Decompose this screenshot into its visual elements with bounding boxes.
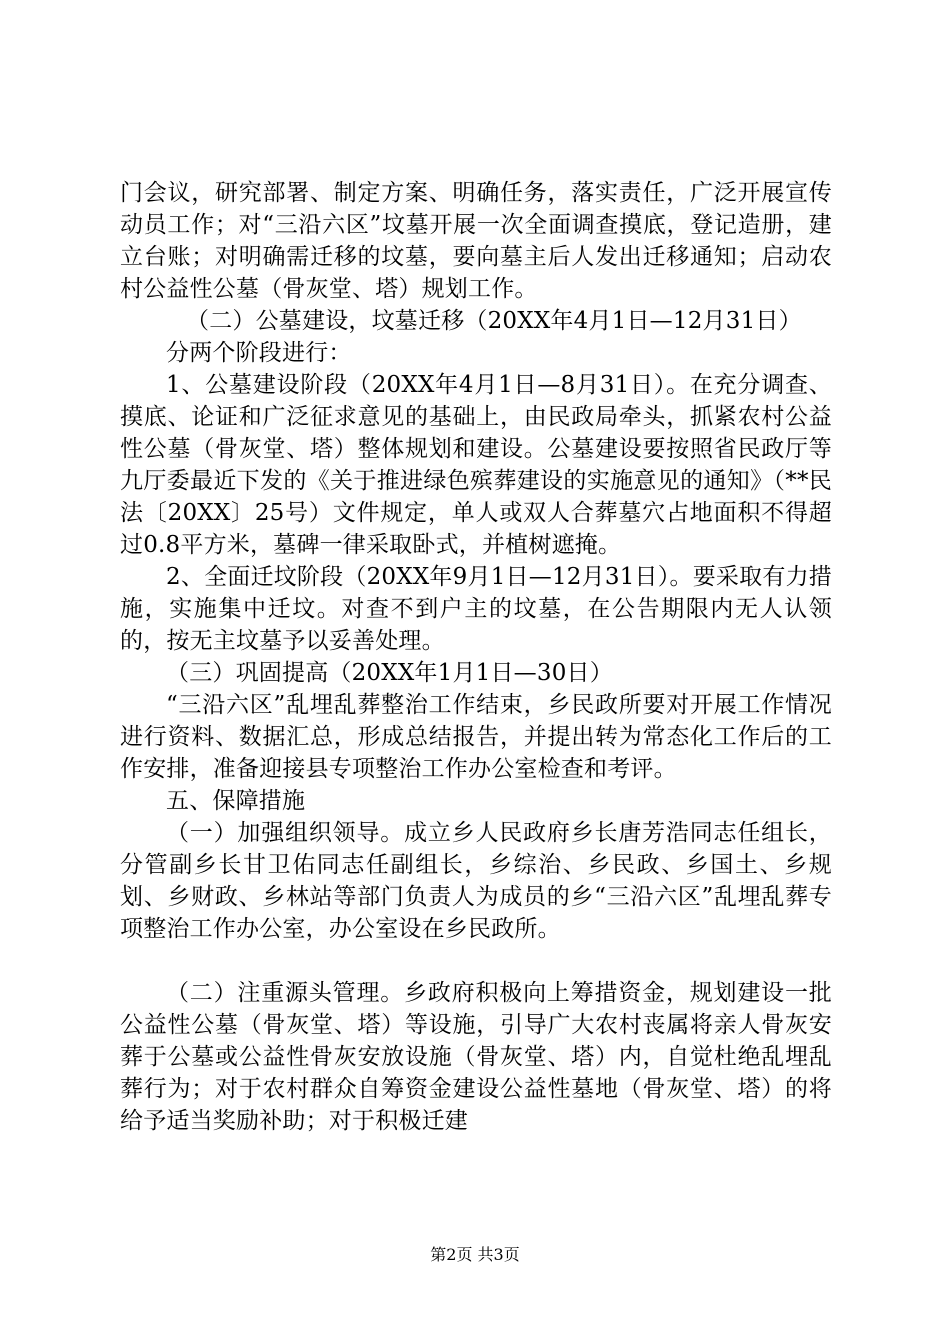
section-heading: 五、保障措施 <box>166 788 306 814</box>
paragraph-4: 1、公墓建设阶段（20XX年4月1日—8月31日）。在充分调查、摸底、论证和广泛征求意见的基础上，由民政局牵头，抓紧农村公益性公墓（骨灰堂、塔）整体规划和建设。公墓建设要按照省民政厅等九厅委最近下发的《关于推进绿色殡葬建设的实施意见的通知》（**民法〔20XX〕25号）文件规定，单人或双人合葬墓穴占地面积不得超过0.8平方米，墓碑一律采取卧式，并植树遮掩。 <box>120 372 832 558</box>
paragraph-6: （三）巩固提高（20XX年1月1日—30日） <box>166 660 613 686</box>
paragraph-2: （二）公墓建设，坟墓迁移（20XX年4月1日—12月31日） <box>186 308 802 334</box>
paragraph-10: （二）注重源头管理。乡政府积极向上筹措资金，规划建设一批公益性公墓（骨灰堂、塔）等设施，引导广大农村丧属将亲人骨灰安葬于公墓或公益性骨灰安放设施（骨灰堂、塔）内，自觉杜绝乱埋乱葬行为；对于农村群众自筹资金建设公益性墓地（骨灰堂、塔）的将给予适当奖励补助；对于积极迁建 <box>120 980 832 1134</box>
document-body <box>120 177 832 1137</box>
paragraph-5: 2、全面迁坟阶段（20XX年9月1日—12月31日）。要采取有力措施，实施集中迁坟。对查不到户主的坟墓，在公告期限内无人认领的，按无主坟墓予以妥善处理。 <box>120 564 832 654</box>
paragraph-1: 门会议，研究部署、制定方案、明确任务，落实责任，广泛开展宣传动员工作；对“三沿六区”坟墓开展一次全面调查摸底，登记造册，建立台账；对明确需迁移的坟墓，要向墓主后人发出迁移通知；启动农村公益性公墓（骨灰堂、塔）规划工作。 <box>120 180 832 302</box>
paragraph-9: （一）加强组织领导。成立乡人民政府乡长唐芳浩同志任组长，分管副乡长甘卫佑同志任副组长，乡综治、乡民政、乡国土、乡规划、乡财政、乡林站等部门负责人为成员的乡“三沿六区”乱埋乱葬专项整治工作办公室，办公室设在乡民政所。 <box>120 820 832 942</box>
paragraph-7: “三沿六区”乱埋乱葬整治工作结束，乡民政所要对开展工作情况进行资料、数据汇总，形成总结报告，并提出转为常态化工作后的工作安排，准备迎接县专项整治工作办公室检查和考评。 <box>120 692 832 782</box>
paragraph-3: 分两个阶段进行： <box>166 340 352 366</box>
page-number-footer: 第2页 共3页 <box>430 1245 520 1264</box>
paragraph-gap <box>120 945 832 977</box>
